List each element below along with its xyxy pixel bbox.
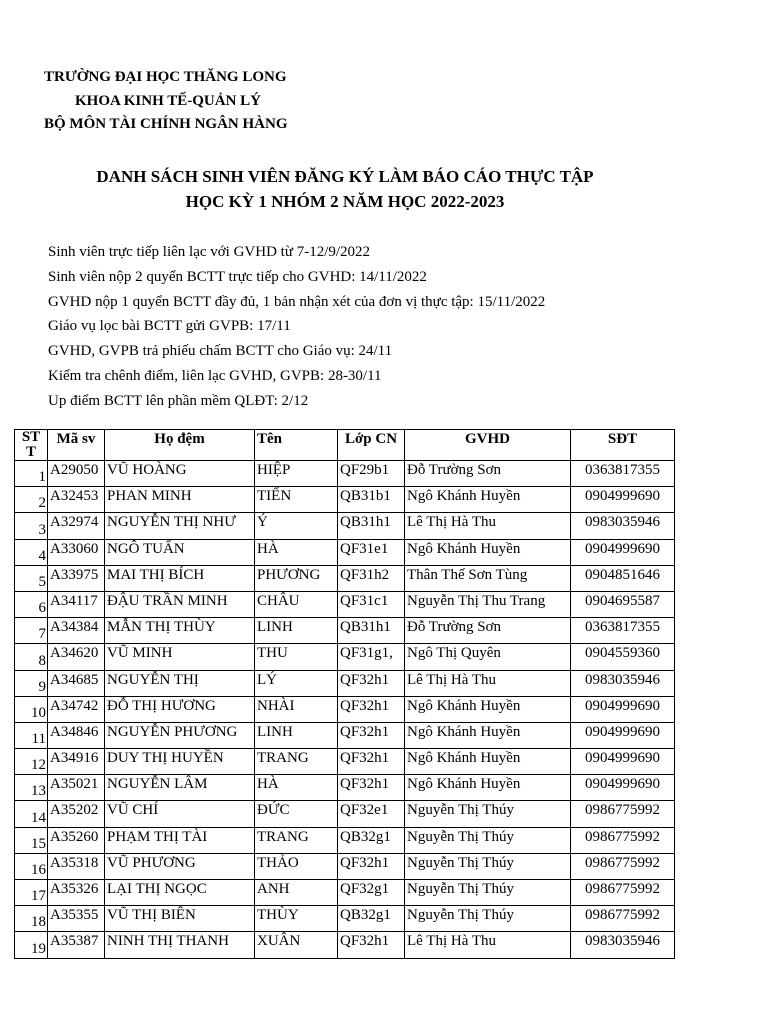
student-table — [14, 429, 675, 959]
surname-cell: NINH THỊ THANH — [105, 932, 255, 958]
advisor-cell: Lê Thị Hà Thu — [405, 932, 571, 958]
column-header: GVHD — [405, 430, 571, 461]
note-line: Kiểm tra chênh điểm, liên lạc GVHD, GVPB: 28-30/11 — [48, 367, 382, 384]
given-name-cell: XUÂN — [255, 932, 338, 958]
student-id-cell: A29050 — [48, 461, 105, 487]
given-name-cell: HÀ — [255, 775, 338, 801]
class-cell: QB31h1 — [338, 618, 405, 644]
given-name-cell: LÝ — [255, 670, 338, 696]
student-id-cell: A33060 — [48, 539, 105, 565]
table-row — [15, 539, 675, 565]
phone-cell: 0986775992 — [571, 827, 675, 853]
advisor-cell: Lê Thị Hà Thu — [405, 670, 571, 696]
class-cell: QF32h1 — [338, 722, 405, 748]
stt-cell: 18 — [15, 906, 48, 932]
given-name-cell: TRANG — [255, 827, 338, 853]
student-id-cell: A35318 — [48, 853, 105, 879]
table-header-row — [15, 430, 675, 461]
student-id-cell: A34846 — [48, 722, 105, 748]
class-cell: QF32e1 — [338, 801, 405, 827]
class-cell: QF32h1 — [338, 932, 405, 958]
table-row — [15, 513, 675, 539]
surname-cell: MẪN THỊ THÙY — [105, 618, 255, 644]
phone-cell: 0986775992 — [571, 801, 675, 827]
class-cell: QF31h2 — [338, 565, 405, 591]
advisor-cell: Nguyễn Thị Thúy — [405, 853, 571, 879]
student-id-cell: A34117 — [48, 591, 105, 617]
student-id-cell: A35355 — [48, 906, 105, 932]
stt-cell: 8 — [15, 644, 48, 670]
phone-cell: 0904999690 — [571, 775, 675, 801]
stt-cell: 12 — [15, 749, 48, 775]
student-id-cell: A35326 — [48, 880, 105, 906]
stt-cell: 3 — [15, 513, 48, 539]
given-name-cell: Ý — [255, 513, 338, 539]
class-cell: QF32g1 — [338, 880, 405, 906]
stt-cell: 2 — [15, 487, 48, 513]
student-id-cell: A34620 — [48, 644, 105, 670]
advisor-cell: Nguyễn Thị Thúy — [405, 801, 571, 827]
column-header: Lớp CN — [338, 430, 405, 461]
surname-cell: PHẠM THỊ TÀI — [105, 827, 255, 853]
given-name-cell: TIẾN — [255, 487, 338, 513]
surname-cell: ĐẬU TRẦN MINH — [105, 591, 255, 617]
note-line: Up điểm BCTT lên phần mềm QLĐT: 2/12 — [48, 392, 309, 409]
student-id-cell: A34685 — [48, 670, 105, 696]
stt-cell: 10 — [15, 696, 48, 722]
surname-cell: LẠI THỊ NGỌC — [105, 880, 255, 906]
phone-cell: 0904999690 — [571, 749, 675, 775]
table-row — [15, 801, 675, 827]
table-row — [15, 461, 675, 487]
student-id-cell: A32453 — [48, 487, 105, 513]
given-name-cell: PHƯƠNG — [255, 565, 338, 591]
phone-cell: 0363817355 — [571, 461, 675, 487]
note-line: GVHD, GVPB trả phiếu chấm BCTT cho Giáo vụ: 24/11 — [48, 343, 393, 360]
class-cell: QB31b1 — [338, 487, 405, 513]
given-name-cell: NHÀI — [255, 696, 338, 722]
table-row — [15, 722, 675, 748]
note-line: Sinh viên trực tiếp liên lạc với GVHD từ 7-12/9/2022 — [48, 244, 371, 260]
table-row — [15, 749, 675, 775]
given-name-cell: THU — [255, 644, 338, 670]
phone-cell: 0986775992 — [571, 906, 675, 932]
surname-cell: VŨ MINH — [105, 644, 255, 670]
surname-cell: NGUYỄN LÂM — [105, 775, 255, 801]
stt-cell: 15 — [15, 827, 48, 853]
class-cell: QF29b1 — [338, 461, 405, 487]
advisor-cell: Lê Thị Hà Thu — [405, 513, 571, 539]
document-title — [0, 164, 690, 214]
phone-cell: 0983035946 — [571, 670, 675, 696]
class-cell: QF32h1 — [338, 670, 405, 696]
student-id-cell: A34916 — [48, 749, 105, 775]
given-name-cell: CHÂU — [255, 591, 338, 617]
stt-cell: 4 — [15, 539, 48, 565]
stt-cell: 19 — [15, 932, 48, 958]
given-name-cell: HIỆP — [255, 461, 338, 487]
department-name: BỘ MÔN TÀI CHÍNH NGÂN HÀNG — [44, 116, 288, 132]
table-row — [15, 644, 675, 670]
note-line: GVHD nộp 1 quyển BCTT đầy đủ, 1 bản nhận xét của đơn vị thực tập: 15/11/2022 — [48, 293, 546, 310]
faculty-name: KHOA KINH TẾ-QUẢN LÝ — [75, 92, 261, 109]
table-row — [15, 670, 675, 696]
phone-cell: 0986775992 — [571, 853, 675, 879]
title-line-2: HỌC KỲ 1 NHÓM 2 NĂM HỌC 2022-2023 — [185, 192, 505, 211]
given-name-cell: LINH — [255, 722, 338, 748]
surname-cell: NGUYỄN THỊ — [105, 670, 255, 696]
advisor-cell: Nguyễn Thị Thúy — [405, 880, 571, 906]
given-name-cell: ANH — [255, 880, 338, 906]
advisor-cell: Nguyễn Thị Thúy — [405, 906, 571, 932]
surname-cell: DUY THỊ HUYỀN — [105, 749, 255, 775]
phone-cell: 0904999690 — [571, 722, 675, 748]
table-row — [15, 591, 675, 617]
phone-cell: 0986775992 — [571, 880, 675, 906]
stt-cell: 11 — [15, 722, 48, 748]
student-id-cell: A35202 — [48, 801, 105, 827]
stt-cell: 6 — [15, 591, 48, 617]
student-id-cell: A34384 — [48, 618, 105, 644]
surname-cell: VŨ CHÍ — [105, 801, 255, 827]
advisor-cell: Ngô Khánh Huyền — [405, 722, 571, 748]
surname-cell: VŨ THỊ BIÊN — [105, 906, 255, 932]
phone-cell: 0904999690 — [571, 539, 675, 565]
given-name-cell: HÀ — [255, 539, 338, 565]
surname-cell: VŨ PHƯƠNG — [105, 853, 255, 879]
surname-cell: ĐỖ THỊ HƯƠNG — [105, 696, 255, 722]
phone-cell: 0904695587 — [571, 591, 675, 617]
table-row — [15, 906, 675, 932]
given-name-cell: THÙY — [255, 906, 338, 932]
column-header: SĐT — [571, 430, 675, 461]
surname-cell: VŨ HOÀNG — [105, 461, 255, 487]
note-line: Sinh viên nộp 2 quyển BCTT trực tiếp cho GVHD: 14/11/2022 — [48, 268, 427, 285]
student-id-cell: A35387 — [48, 932, 105, 958]
stt-cell: 9 — [15, 670, 48, 696]
phone-cell: 0904999690 — [571, 487, 675, 513]
phone-cell: 0983035946 — [571, 513, 675, 539]
stt-cell: 14 — [15, 801, 48, 827]
schedule-notes — [48, 240, 545, 414]
student-id-cell: A32974 — [48, 513, 105, 539]
student-id-cell: A35021 — [48, 775, 105, 801]
phone-cell: 0983035946 — [571, 932, 675, 958]
class-cell: QF32h1 — [338, 775, 405, 801]
phone-cell: 0904559360 — [571, 644, 675, 670]
class-cell: QF31g1, — [338, 644, 405, 670]
class-cell: QF32h1 — [338, 853, 405, 879]
column-header: Tên — [255, 430, 338, 461]
table-row — [15, 775, 675, 801]
table-row — [15, 827, 675, 853]
student-id-cell: A34742 — [48, 696, 105, 722]
given-name-cell: LINH — [255, 618, 338, 644]
class-cell: QF32h1 — [338, 696, 405, 722]
column-header: Mã sv — [48, 430, 105, 461]
stt-cell: 13 — [15, 775, 48, 801]
stt-cell: 5 — [15, 565, 48, 591]
title-line-1: DANH SÁCH SINH VIÊN ĐĂNG KÝ LÀM BÁO CÁO THỰC TẬP — [96, 167, 594, 186]
given-name-cell: THẢO — [255, 853, 338, 879]
table-row — [15, 932, 675, 958]
advisor-cell: Ngô Khánh Huyền — [405, 539, 571, 565]
surname-cell: PHAN MINH — [105, 487, 255, 513]
surname-cell: NGÔ TUẤN — [105, 539, 255, 565]
table-row — [15, 487, 675, 513]
stt-cell: 16 — [15, 853, 48, 879]
advisor-cell: Ngô Khánh Huyền — [405, 487, 571, 513]
advisor-cell: Ngô Thị Quyên — [405, 644, 571, 670]
surname-cell: MAI THỊ BÍCH — [105, 565, 255, 591]
class-cell: QF32h1 — [338, 749, 405, 775]
student-id-cell: A33975 — [48, 565, 105, 591]
table-row — [15, 565, 675, 591]
phone-cell: 0904999690 — [571, 696, 675, 722]
university-name: TRƯỜNG ĐẠI HỌC THĂNG LONG — [44, 69, 287, 85]
surname-cell: NGUYỄN PHƯƠNG — [105, 722, 255, 748]
table-row — [15, 880, 675, 906]
class-cell: QB32g1 — [338, 827, 405, 853]
phone-cell: 0904851646 — [571, 565, 675, 591]
advisor-cell: Đỗ Trường Sơn — [405, 461, 571, 487]
surname-cell: NGUYỄN THỊ NHƯ — [105, 513, 255, 539]
class-cell: QF31e1 — [338, 539, 405, 565]
column-header: Họ đệm — [105, 430, 255, 461]
note-line: Giáo vụ lọc bài BCTT gửi GVPB: 17/11 — [48, 318, 291, 335]
advisor-cell: Đỗ Trường Sơn — [405, 618, 571, 644]
stt-cell: 1 — [15, 461, 48, 487]
advisor-cell: Nguyễn Thị Thu Trang — [405, 591, 571, 617]
given-name-cell: TRANG — [255, 749, 338, 775]
given-name-cell: ĐỨC — [255, 801, 338, 827]
class-cell: QB32g1 — [338, 906, 405, 932]
advisor-cell: Ngô Khánh Huyền — [405, 696, 571, 722]
column-header: STT — [15, 430, 48, 461]
institution-header — [44, 66, 314, 137]
class-cell: QB31h1 — [338, 513, 405, 539]
class-cell: QF31c1 — [338, 591, 405, 617]
student-id-cell: A35260 — [48, 827, 105, 853]
advisor-cell: Ngô Khánh Huyền — [405, 749, 571, 775]
table-row — [15, 618, 675, 644]
advisor-cell: Thân Thế Sơn Tùng — [405, 565, 571, 591]
table-row — [15, 853, 675, 879]
stt-cell: 7 — [15, 618, 48, 644]
advisor-cell: Ngô Khánh Huyền — [405, 775, 571, 801]
table-row — [15, 696, 675, 722]
advisor-cell: Nguyễn Thị Thúy — [405, 827, 571, 853]
phone-cell: 0363817355 — [571, 618, 675, 644]
stt-cell: 17 — [15, 880, 48, 906]
